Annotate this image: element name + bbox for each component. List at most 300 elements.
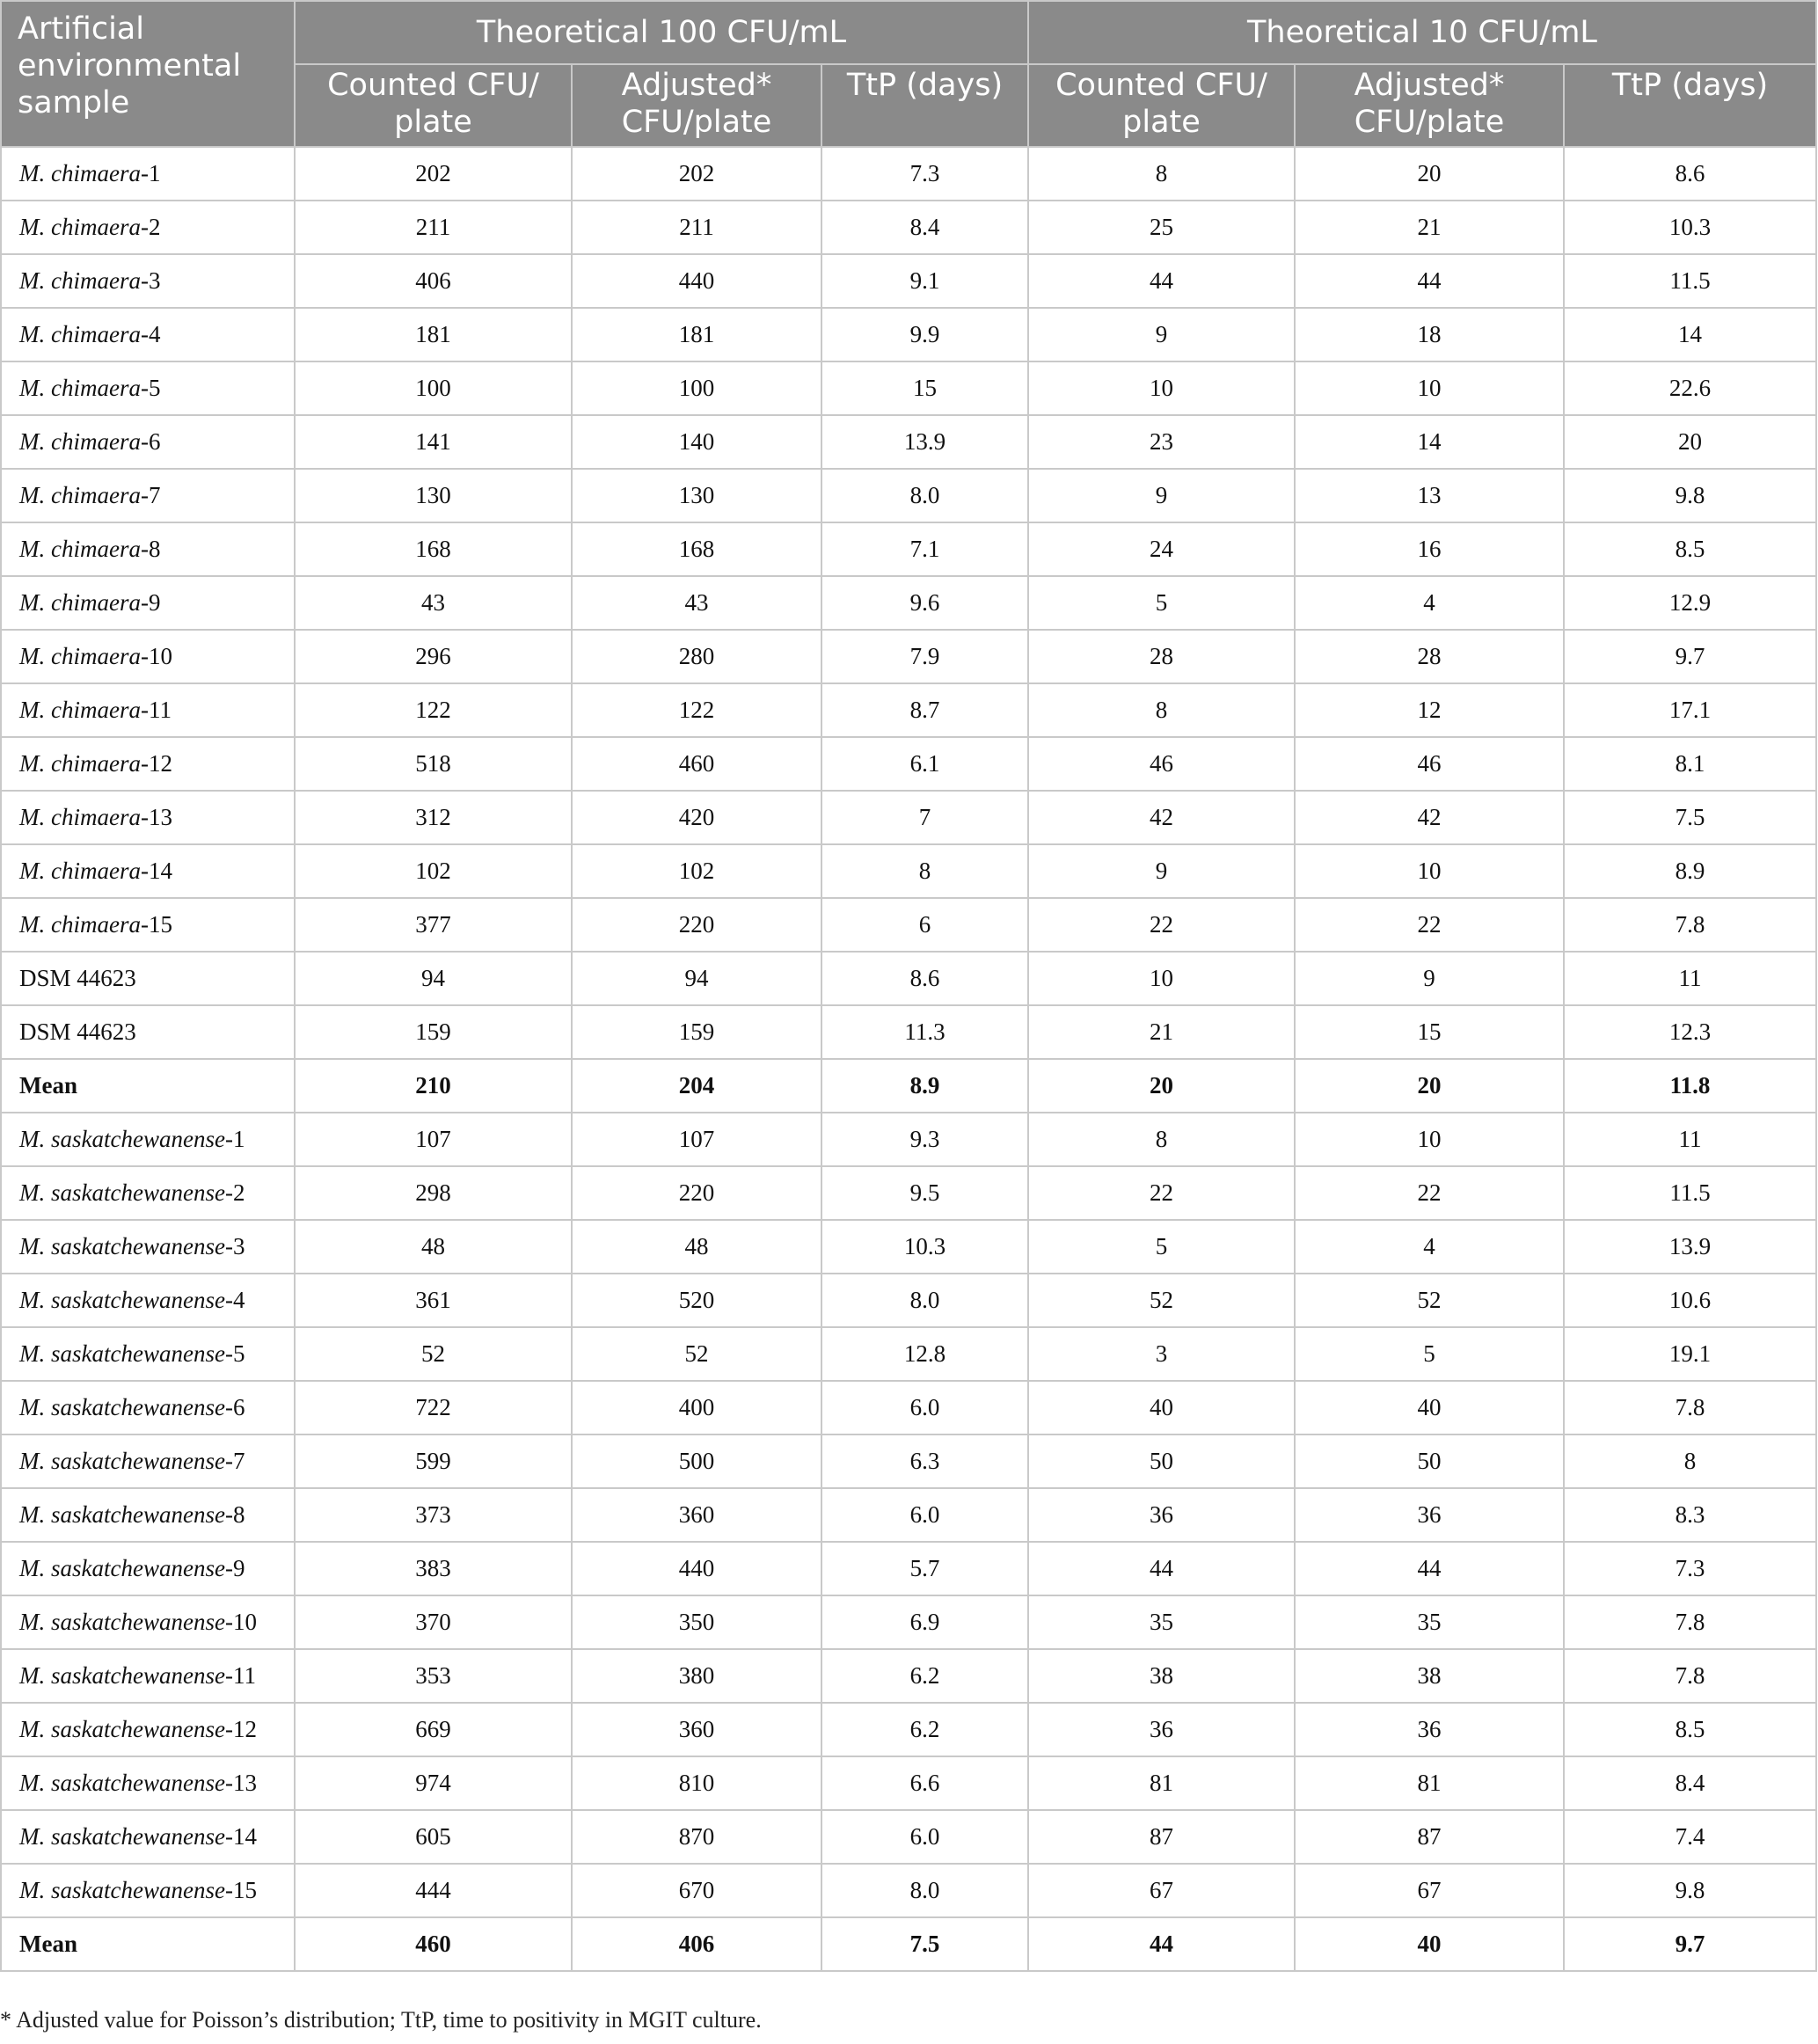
isolate-number: -8 xyxy=(140,536,161,562)
sample-name-cell xyxy=(1,1810,295,1864)
sample-name-cell xyxy=(1,522,295,576)
table-header xyxy=(1,1,1816,147)
species-name: M. chimaera xyxy=(19,643,141,669)
table-row xyxy=(1,952,1816,1005)
isolate-number: -2 xyxy=(140,214,161,240)
counted-100-cell: 159 xyxy=(295,1005,572,1059)
adjusted-100-cell: 380 xyxy=(572,1649,821,1703)
counted-100-cell: 130 xyxy=(295,469,572,522)
sample-name-cell xyxy=(1,1113,295,1166)
adjusted-10-cell: 10 xyxy=(1295,1113,1564,1166)
adjusted-100-cell: 204 xyxy=(572,1059,821,1113)
adjusted-10-cell: 50 xyxy=(1295,1434,1564,1488)
adjusted-10-cell: 28 xyxy=(1295,630,1564,683)
adjusted-100-cell: 102 xyxy=(572,844,821,898)
ttp-10-cell: 22.6 xyxy=(1564,361,1816,415)
counted-10-cell: 9 xyxy=(1028,844,1295,898)
table-row xyxy=(1,1166,1816,1220)
ttp-10-cell: 7.5 xyxy=(1564,791,1816,844)
ttp-100-cell: 6.0 xyxy=(821,1381,1028,1434)
adjusted-10-cell: 87 xyxy=(1295,1810,1564,1864)
isolate-number: -4 xyxy=(224,1287,245,1313)
counted-100-cell: 102 xyxy=(295,844,572,898)
sample-name-cell xyxy=(1,844,295,898)
species-name: M. saskatchewanense xyxy=(19,1126,225,1152)
table-footnote: * Adjusted value for Poisson’s distribution; TtP, time to positivity in MGIT culture. xyxy=(0,2007,762,2033)
adjusted-100-cell: 520 xyxy=(572,1274,821,1327)
sample-name-cell xyxy=(1,1703,295,1756)
ttp-100-cell: 7 xyxy=(821,791,1028,844)
counted-10-cell: 36 xyxy=(1028,1488,1295,1542)
ttp-100-cell: 9.1 xyxy=(821,254,1028,308)
sample-name-cell xyxy=(1,1220,295,1274)
adjusted-10-cell: 5 xyxy=(1295,1327,1564,1381)
sample-name-cell xyxy=(1,1488,295,1542)
ttp-10-cell: 8.9 xyxy=(1564,844,1816,898)
sample-name-cell xyxy=(1,791,295,844)
ttp-100-cell: 8.0 xyxy=(821,1274,1028,1327)
table-row xyxy=(1,898,1816,952)
sample-name-cell xyxy=(1,630,295,683)
counted-100-cell: 210 xyxy=(295,1059,572,1113)
adjusted-10-cell: 20 xyxy=(1295,1059,1564,1113)
adjusted-10-cell: 22 xyxy=(1295,898,1564,952)
table-row xyxy=(1,1703,1816,1756)
isolate-number: -11 xyxy=(224,1662,256,1689)
counted-100-cell: 974 xyxy=(295,1756,572,1810)
counted-100-cell: 312 xyxy=(295,791,572,844)
species-name: M. chimaera xyxy=(19,214,141,240)
sample-name-cell xyxy=(1,1005,295,1059)
sample-name-cell xyxy=(1,308,295,361)
species-name: M. chimaera xyxy=(19,321,141,347)
counted-10-cell: 8 xyxy=(1028,683,1295,737)
species-name: M. saskatchewanense xyxy=(19,1233,225,1259)
adjusted-100-cell: 168 xyxy=(572,522,821,576)
adjusted-100-cell: 670 xyxy=(572,1864,821,1917)
ttp-10-cell: 19.1 xyxy=(1564,1327,1816,1381)
isolate-number: -1 xyxy=(140,160,161,186)
adjusted-100-cell: 94 xyxy=(572,952,821,1005)
species-name: M. chimaera xyxy=(19,375,141,401)
adjusted-100-cell: 140 xyxy=(572,415,821,469)
sample-name-cell xyxy=(1,1327,295,1381)
ttp-100-cell: 8 xyxy=(821,844,1028,898)
adjusted-100-cell: 810 xyxy=(572,1756,821,1810)
ttp-10-cell: 8.1 xyxy=(1564,737,1816,791)
counted-100-cell: 43 xyxy=(295,576,572,630)
ttp-10-cell: 8.5 xyxy=(1564,522,1816,576)
sample-name-cell xyxy=(1,952,295,1005)
species-name: M. chimaera xyxy=(19,697,141,723)
counted-100-cell: 599 xyxy=(295,1434,572,1488)
adjusted-10-cell: 4 xyxy=(1295,1220,1564,1274)
counted-10-cell: 5 xyxy=(1028,1220,1295,1274)
adjusted-100-cell: 130 xyxy=(572,469,821,522)
species-name: M. saskatchewanense xyxy=(19,1555,225,1581)
species-name: M. chimaera xyxy=(19,267,141,294)
header-ttp-10: TtP (days) xyxy=(1564,64,1816,147)
ttp-10-cell: 9.7 xyxy=(1564,1917,1816,1971)
ttp-10-cell: 13.9 xyxy=(1564,1220,1816,1274)
counted-10-cell: 40 xyxy=(1028,1381,1295,1434)
ttp-10-cell: 12.3 xyxy=(1564,1005,1816,1059)
adjusted-100-cell: 52 xyxy=(572,1327,821,1381)
ttp-10-cell: 10.3 xyxy=(1564,201,1816,254)
adjusted-100-cell: 500 xyxy=(572,1434,821,1488)
counted-100-cell: 48 xyxy=(295,1220,572,1274)
isolate-number: -11 xyxy=(140,697,172,723)
ttp-100-cell: 7.9 xyxy=(821,630,1028,683)
adjusted-10-cell: 12 xyxy=(1295,683,1564,737)
isolate-number: -14 xyxy=(140,858,172,884)
counted-100-cell: 605 xyxy=(295,1810,572,1864)
header-ttp-100: TtP (days) xyxy=(821,64,1028,147)
adjusted-10-cell: 46 xyxy=(1295,737,1564,791)
species-name: M. saskatchewanense xyxy=(19,1609,225,1635)
counted-10-cell: 23 xyxy=(1028,415,1295,469)
isolate-number: -12 xyxy=(140,750,172,777)
ttp-10-cell: 11 xyxy=(1564,1113,1816,1166)
adjusted-100-cell: 159 xyxy=(572,1005,821,1059)
ttp-10-cell: 8.6 xyxy=(1564,147,1816,201)
adjusted-100-cell: 870 xyxy=(572,1810,821,1864)
species-name: M. chimaera xyxy=(19,428,141,455)
ttp-10-cell: 7.8 xyxy=(1564,1649,1816,1703)
ttp-10-cell: 17.1 xyxy=(1564,683,1816,737)
isolate-number: -4 xyxy=(140,321,161,347)
counted-100-cell: 100 xyxy=(295,361,572,415)
adjusted-100-cell: 100 xyxy=(572,361,821,415)
counted-10-cell: 42 xyxy=(1028,791,1295,844)
species-name: M. chimaera xyxy=(19,589,141,616)
counted-100-cell: 168 xyxy=(295,522,572,576)
adjusted-100-cell: 202 xyxy=(572,147,821,201)
sample-name-cell xyxy=(1,683,295,737)
adjusted-10-cell: 38 xyxy=(1295,1649,1564,1703)
isolate-number: -13 xyxy=(224,1770,257,1796)
adjusted-100-cell: 107 xyxy=(572,1113,821,1166)
species-name: M. chimaera xyxy=(19,911,141,938)
counted-100-cell: 122 xyxy=(295,683,572,737)
ttp-100-cell: 9.5 xyxy=(821,1166,1028,1220)
counted-10-cell: 28 xyxy=(1028,630,1295,683)
sample-name-cell xyxy=(1,1756,295,1810)
adjusted-100-cell: 406 xyxy=(572,1917,821,1971)
isolate-number: -7 xyxy=(140,482,161,508)
adjusted-10-cell: 67 xyxy=(1295,1864,1564,1917)
header-counted-100: Counted CFU/ plate xyxy=(295,64,572,147)
adjusted-10-cell: 40 xyxy=(1295,1917,1564,1971)
counted-10-cell: 24 xyxy=(1028,522,1295,576)
adjusted-100-cell: 220 xyxy=(572,1166,821,1220)
sample-label: DSM 44623 xyxy=(19,965,136,991)
sample-label: Mean xyxy=(19,1072,77,1099)
ttp-10-cell: 14 xyxy=(1564,308,1816,361)
ttp-100-cell: 7.5 xyxy=(821,1917,1028,1971)
species-name: M. chimaera xyxy=(19,858,141,884)
ttp-10-cell: 11 xyxy=(1564,952,1816,1005)
counted-10-cell: 8 xyxy=(1028,1113,1295,1166)
adjusted-100-cell: 220 xyxy=(572,898,821,952)
counted-10-cell: 9 xyxy=(1028,308,1295,361)
mean-row xyxy=(1,1917,1816,1971)
adjusted-10-cell: 35 xyxy=(1295,1595,1564,1649)
header-counted-10: Counted CFU/ plate xyxy=(1028,64,1295,147)
species-name: M. saskatchewanense xyxy=(19,1770,225,1796)
table-row xyxy=(1,1595,1816,1649)
ttp-10-cell: 9.8 xyxy=(1564,1864,1816,1917)
adjusted-10-cell: 44 xyxy=(1295,1542,1564,1595)
species-name: M. chimaera xyxy=(19,536,141,562)
adjusted-10-cell: 81 xyxy=(1295,1756,1564,1810)
isolate-number: -9 xyxy=(140,589,161,616)
ttp-100-cell: 8.4 xyxy=(821,201,1028,254)
counted-100-cell: 296 xyxy=(295,630,572,683)
counted-10-cell: 81 xyxy=(1028,1756,1295,1810)
counted-10-cell: 44 xyxy=(1028,254,1295,308)
counted-100-cell: 460 xyxy=(295,1917,572,1971)
ttp-100-cell: 8.6 xyxy=(821,952,1028,1005)
adjusted-10-cell: 18 xyxy=(1295,308,1564,361)
isolate-number: -15 xyxy=(140,911,172,938)
adjusted-10-cell: 44 xyxy=(1295,254,1564,308)
sample-name-cell xyxy=(1,576,295,630)
ttp-100-cell: 6.2 xyxy=(821,1649,1028,1703)
adjusted-100-cell: 48 xyxy=(572,1220,821,1274)
species-name: M. chimaera xyxy=(19,160,141,186)
ttp-10-cell: 8 xyxy=(1564,1434,1816,1488)
counted-10-cell: 36 xyxy=(1028,1703,1295,1756)
counted-10-cell: 10 xyxy=(1028,361,1295,415)
mean-row xyxy=(1,1059,1816,1113)
table-row xyxy=(1,1113,1816,1166)
ttp-100-cell: 6.6 xyxy=(821,1756,1028,1810)
table-row xyxy=(1,361,1816,415)
sample-name-cell xyxy=(1,737,295,791)
ttp-10-cell: 11.8 xyxy=(1564,1059,1816,1113)
table-row xyxy=(1,1381,1816,1434)
isolate-number: -12 xyxy=(224,1716,257,1742)
sample-name-cell xyxy=(1,415,295,469)
table-row xyxy=(1,576,1816,630)
sample-name-cell xyxy=(1,201,295,254)
table-row xyxy=(1,844,1816,898)
ttp-10-cell: 7.4 xyxy=(1564,1810,1816,1864)
sample-name-cell xyxy=(1,1434,295,1488)
header-adjusted-10: Adjusted* CFU/plate xyxy=(1295,64,1564,147)
counted-100-cell: 406 xyxy=(295,254,572,308)
ttp-100-cell: 13.9 xyxy=(821,415,1028,469)
header-sample: Artificial environmental sample xyxy=(1,1,295,147)
ttp-100-cell: 7.3 xyxy=(821,147,1028,201)
counted-100-cell: 353 xyxy=(295,1649,572,1703)
ttp-10-cell: 8.5 xyxy=(1564,1703,1816,1756)
species-name: M. saskatchewanense xyxy=(19,1877,225,1903)
adjusted-10-cell: 10 xyxy=(1295,361,1564,415)
sample-name-cell xyxy=(1,469,295,522)
counted-100-cell: 52 xyxy=(295,1327,572,1381)
table-row xyxy=(1,630,1816,683)
ttp-10-cell: 7.8 xyxy=(1564,1595,1816,1649)
table-row xyxy=(1,1810,1816,1864)
table-row xyxy=(1,1005,1816,1059)
table-row xyxy=(1,469,1816,522)
ttp-100-cell: 9.3 xyxy=(821,1113,1028,1166)
ttp-100-cell: 6.0 xyxy=(821,1488,1028,1542)
header-adjusted-100: Adjusted* CFU/plate xyxy=(572,64,821,147)
adjusted-10-cell: 4 xyxy=(1295,576,1564,630)
sample-name-cell xyxy=(1,361,295,415)
isolate-number: -10 xyxy=(140,643,172,669)
adjusted-10-cell: 10 xyxy=(1295,844,1564,898)
counted-100-cell: 181 xyxy=(295,308,572,361)
ttp-100-cell: 9.9 xyxy=(821,308,1028,361)
ttp-10-cell: 8.4 xyxy=(1564,1756,1816,1810)
sample-name-cell xyxy=(1,898,295,952)
table-row xyxy=(1,1434,1816,1488)
adjusted-10-cell: 42 xyxy=(1295,791,1564,844)
table-body xyxy=(1,147,1816,1971)
adjusted-10-cell: 20 xyxy=(1295,147,1564,201)
adjusted-10-cell: 22 xyxy=(1295,1166,1564,1220)
sample-name-cell xyxy=(1,1059,295,1113)
counted-100-cell: 669 xyxy=(295,1703,572,1756)
isolate-number: -1 xyxy=(224,1126,245,1152)
isolate-number: -5 xyxy=(224,1340,245,1367)
counted-10-cell: 87 xyxy=(1028,1810,1295,1864)
ttp-10-cell: 7.3 xyxy=(1564,1542,1816,1595)
sample-name-cell xyxy=(1,1381,295,1434)
isolate-number: -8 xyxy=(224,1501,245,1528)
species-name: M. saskatchewanense xyxy=(19,1340,225,1367)
sample-name-cell xyxy=(1,1166,295,1220)
adjusted-100-cell: 460 xyxy=(572,737,821,791)
isolate-number: -13 xyxy=(140,804,172,830)
counted-100-cell: 141 xyxy=(295,415,572,469)
counted-100-cell: 202 xyxy=(295,147,572,201)
counted-10-cell: 10 xyxy=(1028,952,1295,1005)
isolate-number: -9 xyxy=(224,1555,245,1581)
table-row xyxy=(1,683,1816,737)
ttp-100-cell: 5.7 xyxy=(821,1542,1028,1595)
adjusted-100-cell: 181 xyxy=(572,308,821,361)
ttp-100-cell: 11.3 xyxy=(821,1005,1028,1059)
table-row xyxy=(1,1220,1816,1274)
table-row xyxy=(1,1756,1816,1810)
table-row xyxy=(1,254,1816,308)
table-row xyxy=(1,1327,1816,1381)
isolate-number: -6 xyxy=(224,1394,245,1420)
adjusted-10-cell: 36 xyxy=(1295,1488,1564,1542)
adjusted-10-cell: 21 xyxy=(1295,201,1564,254)
species-name: M. saskatchewanense xyxy=(19,1394,225,1420)
sample-label: Mean xyxy=(19,1931,77,1957)
isolate-number: -15 xyxy=(224,1877,257,1903)
adjusted-10-cell: 16 xyxy=(1295,522,1564,576)
ttp-10-cell: 9.8 xyxy=(1564,469,1816,522)
adjusted-10-cell: 9 xyxy=(1295,952,1564,1005)
header-row-groups xyxy=(1,1,1816,64)
ttp-10-cell: 10.6 xyxy=(1564,1274,1816,1327)
species-name: M. saskatchewanense xyxy=(19,1287,225,1313)
counted-100-cell: 370 xyxy=(295,1595,572,1649)
ttp-100-cell: 8.0 xyxy=(821,1864,1028,1917)
species-name: M. chimaera xyxy=(19,482,141,508)
adjusted-10-cell: 40 xyxy=(1295,1381,1564,1434)
adjusted-100-cell: 420 xyxy=(572,791,821,844)
sample-label: DSM 44623 xyxy=(19,1018,136,1045)
ttp-10-cell: 11.5 xyxy=(1564,1166,1816,1220)
sample-name-cell xyxy=(1,1917,295,1971)
adjusted-100-cell: 440 xyxy=(572,1542,821,1595)
isolate-number: -14 xyxy=(224,1823,257,1850)
counted-10-cell: 52 xyxy=(1028,1274,1295,1327)
ttp-10-cell: 20 xyxy=(1564,415,1816,469)
counted-100-cell: 722 xyxy=(295,1381,572,1434)
counted-10-cell: 20 xyxy=(1028,1059,1295,1113)
counted-100-cell: 377 xyxy=(295,898,572,952)
counted-10-cell: 9 xyxy=(1028,469,1295,522)
ttp-100-cell: 6.1 xyxy=(821,737,1028,791)
counted-100-cell: 444 xyxy=(295,1864,572,1917)
ttp-100-cell: 8.7 xyxy=(821,683,1028,737)
adjusted-100-cell: 43 xyxy=(572,576,821,630)
table-row xyxy=(1,791,1816,844)
counted-10-cell: 44 xyxy=(1028,1917,1295,1971)
table-row xyxy=(1,522,1816,576)
counted-100-cell: 107 xyxy=(295,1113,572,1166)
ttp-100-cell: 12.8 xyxy=(821,1327,1028,1381)
adjusted-10-cell: 14 xyxy=(1295,415,1564,469)
counted-10-cell: 21 xyxy=(1028,1005,1295,1059)
table-row xyxy=(1,147,1816,201)
adjusted-100-cell: 360 xyxy=(572,1703,821,1756)
sample-name-cell xyxy=(1,147,295,201)
adjusted-10-cell: 13 xyxy=(1295,469,1564,522)
species-name: M. saskatchewanense xyxy=(19,1716,225,1742)
counted-10-cell: 22 xyxy=(1028,1166,1295,1220)
sample-name-cell xyxy=(1,254,295,308)
adjusted-100-cell: 211 xyxy=(572,201,821,254)
counted-100-cell: 94 xyxy=(295,952,572,1005)
species-name: M. saskatchewanense xyxy=(19,1662,225,1689)
ttp-10-cell: 7.8 xyxy=(1564,1381,1816,1434)
counted-100-cell: 298 xyxy=(295,1166,572,1220)
species-name: M. saskatchewanense xyxy=(19,1823,225,1850)
isolate-number: -10 xyxy=(224,1609,257,1635)
ttp-100-cell: 9.6 xyxy=(821,576,1028,630)
isolate-number: -3 xyxy=(224,1233,245,1259)
ttp-100-cell: 15 xyxy=(821,361,1028,415)
ttp-100-cell: 6 xyxy=(821,898,1028,952)
table-row xyxy=(1,1649,1816,1703)
counted-10-cell: 3 xyxy=(1028,1327,1295,1381)
species-name: M. chimaera xyxy=(19,750,141,777)
counted-100-cell: 373 xyxy=(295,1488,572,1542)
ttp-10-cell: 9.7 xyxy=(1564,630,1816,683)
isolate-number: -5 xyxy=(140,375,161,401)
isolate-number: -3 xyxy=(140,267,161,294)
counted-10-cell: 25 xyxy=(1028,201,1295,254)
table-row xyxy=(1,1274,1816,1327)
adjusted-100-cell: 360 xyxy=(572,1488,821,1542)
ttp-100-cell: 10.3 xyxy=(821,1220,1028,1274)
adjusted-10-cell: 52 xyxy=(1295,1274,1564,1327)
adjusted-100-cell: 440 xyxy=(572,254,821,308)
sample-name-cell xyxy=(1,1274,295,1327)
counted-10-cell: 5 xyxy=(1028,576,1295,630)
